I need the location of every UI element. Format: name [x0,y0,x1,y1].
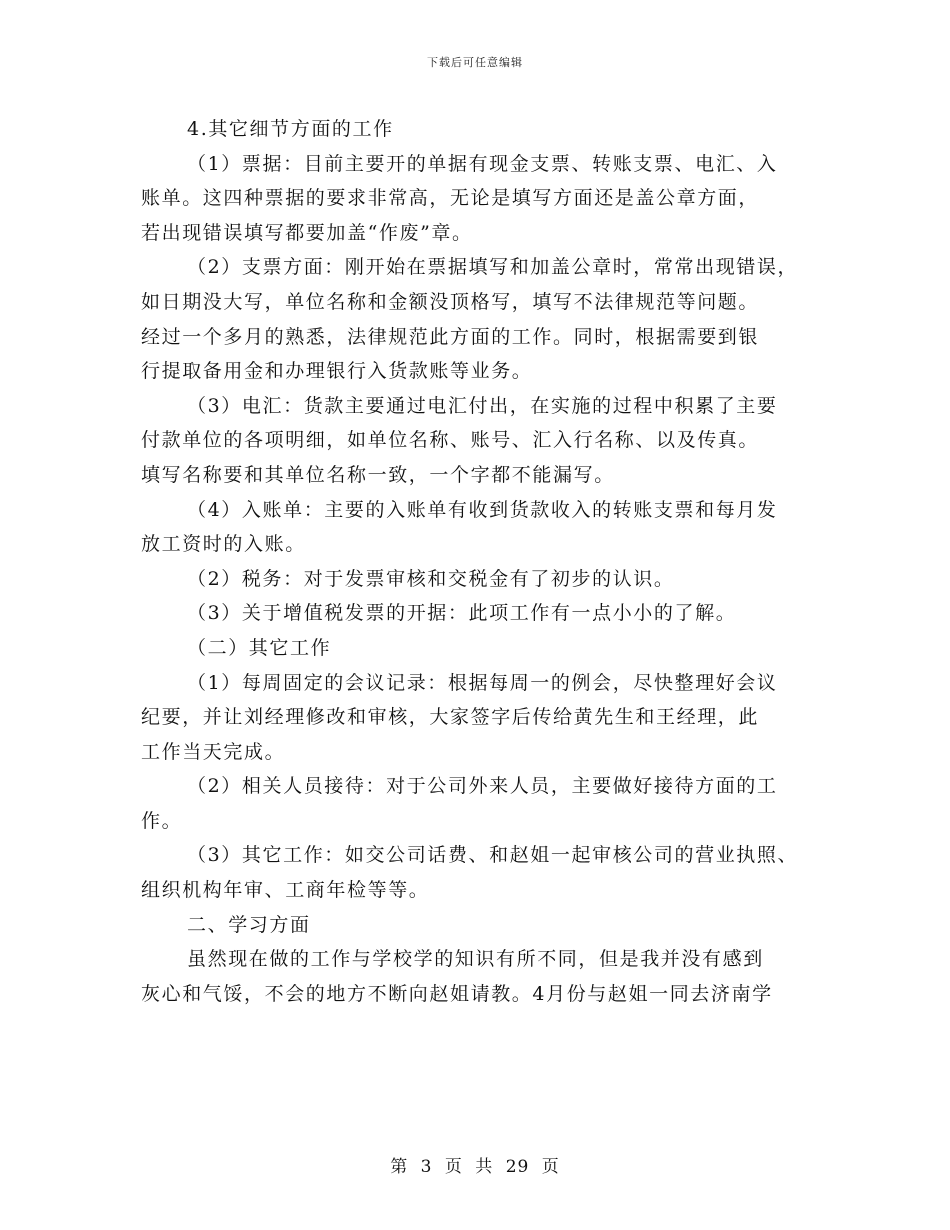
text-line: （3）电汇：货款主要通过电汇付出，在实施的过程中积累了主要 [187,394,778,417]
text-line: 虽然现在做的工作与学校学的知识有所不同，但是我并没有感到 [187,948,764,971]
page-footer: 第 3 页 共 29 页 [390,1157,560,1177]
text-line: （2）相关人员接待：对于公司外来人员，主要做好接待方面的工 [187,775,778,798]
text-line: 付款单位的各项明细，如单位名称、账号、汇入行名称、以及传真。 [141,429,760,452]
text-line: 4.其它细节方面的工作 [187,118,394,140]
text-line: 行提取备用金和办理银行入货款账等业务。 [141,360,533,383]
text-line: 填写名称要和其单位名称一致，一个字都不能漏写。 [141,463,615,486]
text-line: 若出现错误填写都要加盖“作废”章。 [141,221,473,244]
document-body [141,112,821,1011]
text-line: 经过一个多月的熟悉，法律规范此方面的工作。同时，根据需要到银 [141,325,760,348]
text-line: （1）每周固定的会议记录：根据每周一的例会，尽快整理好会议 [187,671,778,694]
page-header: 下载后可任意编辑 [427,56,523,69]
text-line: 放工资时的入账。 [141,533,306,556]
text-line: （1）票据：目前主要开的单据有现金支票、转账支票、电汇、入 [187,152,778,175]
text-line: （4）入账单：主要的入账单有收到货款收入的转账支票和每月发 [187,498,778,521]
text-line: （二）其它工作 [187,636,332,659]
text-line: 如日期没大写，单位名称和金额没顶格写，填写不法律规范等问题。 [141,290,760,313]
text-line: 作。 [141,809,183,832]
text-line: （2）税务：对于发票审核和交税金有了初步的认识。 [187,567,675,590]
text-line: （2）支票方面：刚开始在票据填写和加盖公章时，常常出现错误， [187,256,799,279]
text-line: 灰心和气馁，不会的地方不断向赵姐请教。4月份与赵姐一同去济南学 [141,982,773,1005]
text-line: （3）其它工作：如交公司话费、和赵姐一起审核公司的营业执照、 [187,844,799,867]
text-line: 组织机构年审、工商年检等等。 [141,879,430,902]
text-line: 账单。这四种票据的要求非常高，无论是填写方面还是盖公章方面， [141,187,760,210]
text-line: 工作当天完成。 [141,740,286,763]
text-line: （3）关于增值税发票的开据：此项工作有一点小小的了解。 [187,602,737,625]
text-line: 纪要，并让刘经理修改和审核，大家签字后传给黄先生和王经理，此 [141,706,760,729]
text-line: 二、学习方面 [187,913,311,936]
